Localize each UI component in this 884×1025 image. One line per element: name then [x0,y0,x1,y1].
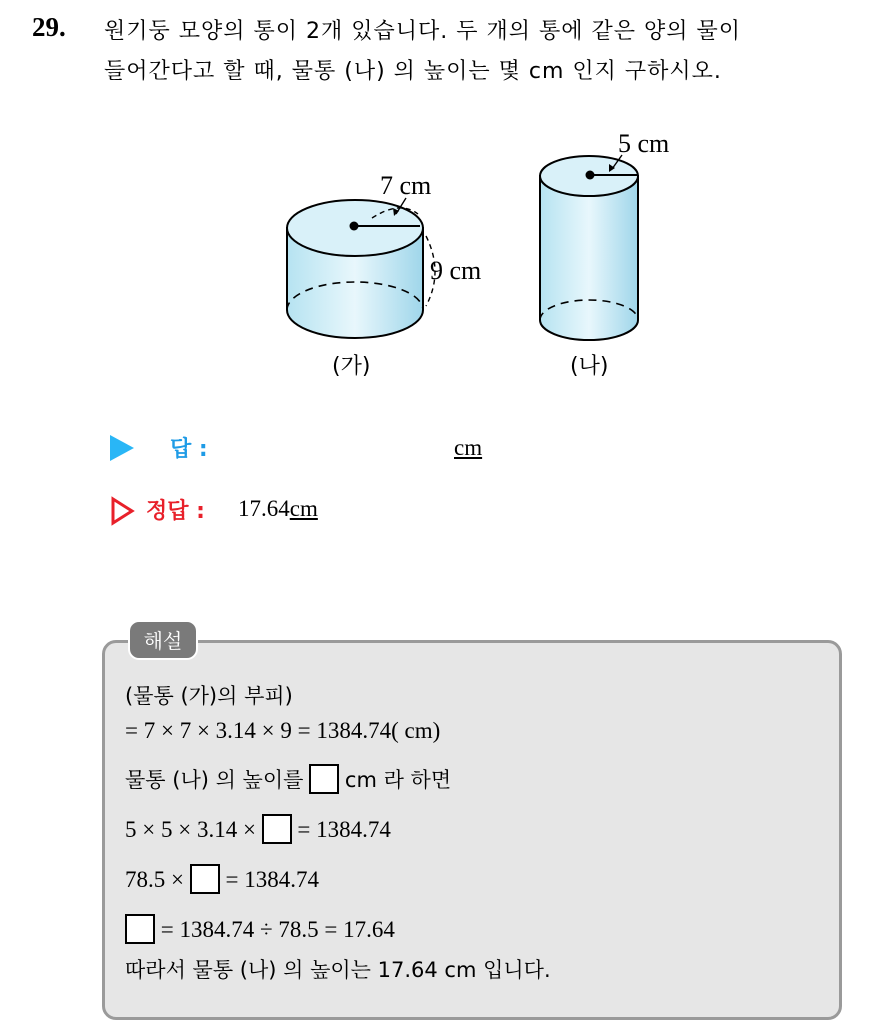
question-text-line-2: 들어간다고 할 때, 물통 (나) 의 높이는 몇 cm 인지 구하시오. [104,59,722,84]
correct-value: 17.64cm [238,496,318,521]
solution-line-2: = 7 × 7 × 3.14 × 9 = 1384.74( cm) [125,718,441,743]
correct-answer-row [110,494,510,528]
outline-triangle-icon [110,496,136,526]
label-height-ga: 9 cm [430,256,482,285]
blank-box [309,764,339,794]
answer-unit: cm [454,435,483,460]
cylinder-figure [0,0,884,400]
answer-row [110,432,510,466]
answer-label: 답 : [170,437,208,462]
solution-line-4: 5 × 5 × 3.14 × = 1384.74 [125,814,391,844]
caption-ga: (가) [332,354,371,379]
solution-line-7: 따라서 물통 (나) 의 높이는 17.64 cm 입니다. [125,958,551,982]
label-radius-na: 5 cm [618,129,670,158]
cylinder-ga [287,171,481,379]
blank-box [125,914,155,944]
explanation-tag: 해설 [128,620,198,660]
question-text-line-1: 원기둥 모양의 통이 2개 있습니다. 두 개의 통에 같은 양의 물이 [104,19,741,44]
solution-line-5: 78.5 × = 1384.74 [125,864,319,894]
label-radius-ga: 7 cm [380,171,432,200]
question-number: 29. [32,12,66,42]
correct-unit: cm [289,496,318,521]
blank-box [190,864,220,894]
caption-na: (나) [570,354,609,379]
play-triangle-icon [110,435,134,461]
solution-line-6: = 1384.74 ÷ 78.5 = 17.64 [125,914,395,944]
cylinder-na [540,129,669,379]
solution-line-1: (물통 (가)의 부피) [125,684,293,708]
solution-line-3: 물통 (나) 의 높이를 cm 라 하면 [125,764,451,794]
correct-label: 정답 : [146,499,205,524]
blank-box [262,814,292,844]
